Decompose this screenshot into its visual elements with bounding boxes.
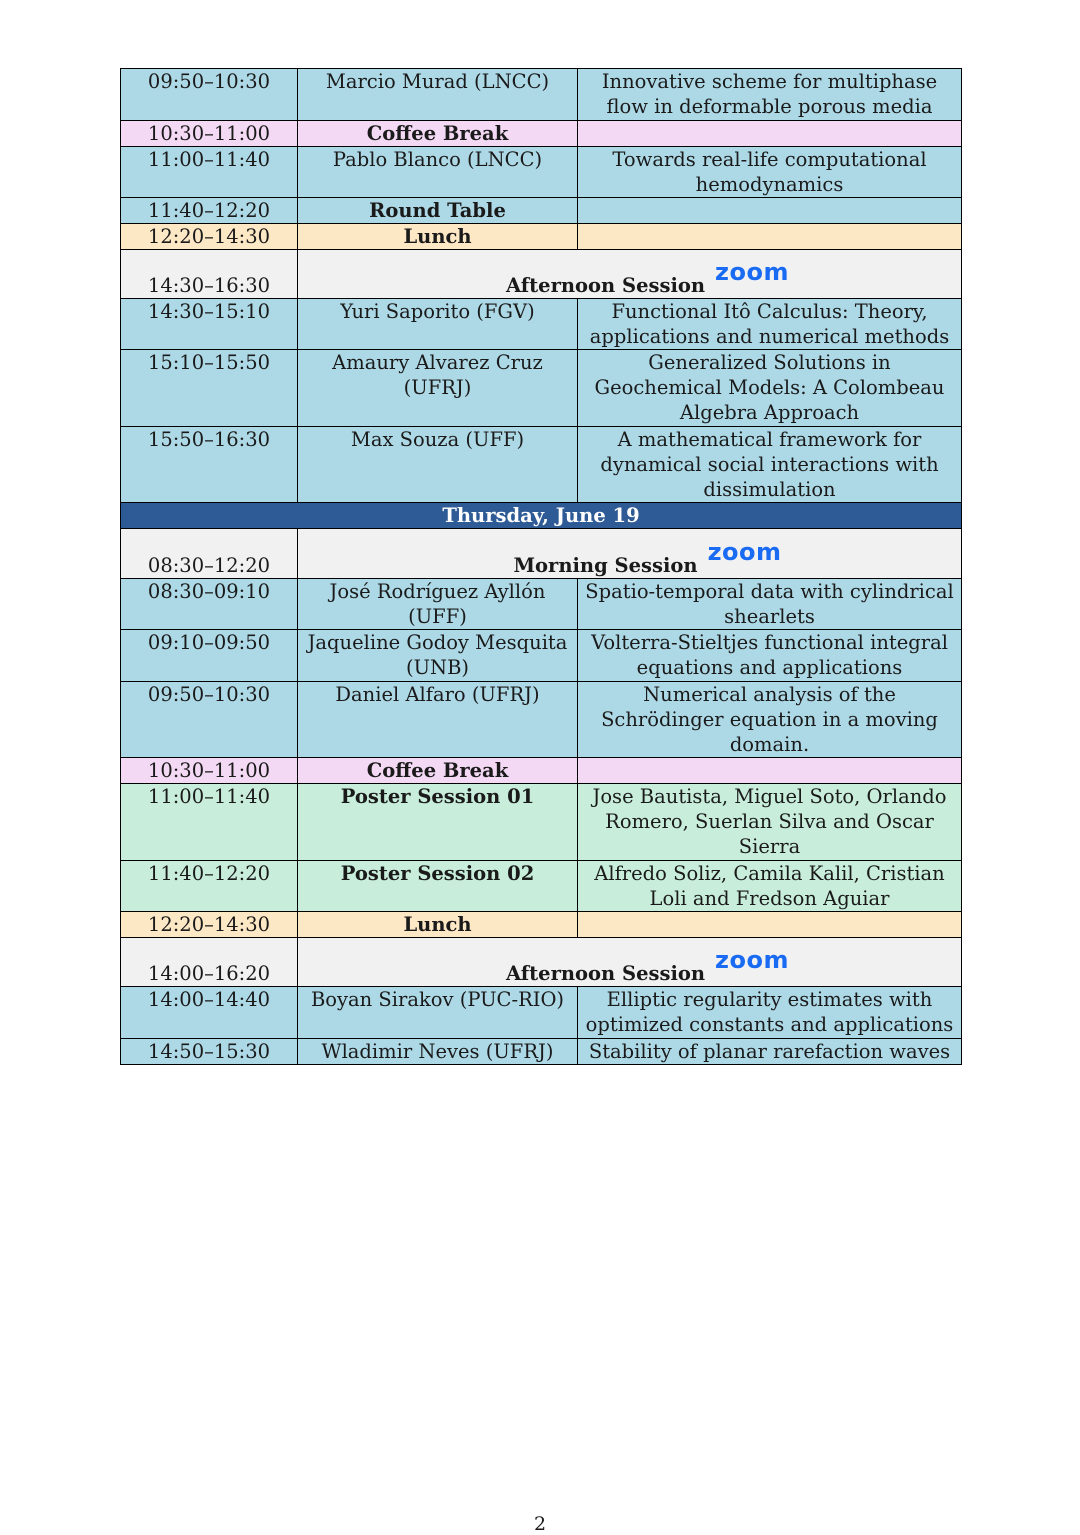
time-cell: 11:00–11:40 [121, 784, 298, 861]
time-cell: 10:30–11:00 [121, 121, 298, 147]
session-title: Morning Session [513, 554, 698, 577]
session-title: Afternoon Session [505, 274, 706, 297]
time-cell: 11:40–12:20 [121, 861, 298, 912]
time-cell: 15:50–16:30 [121, 427, 298, 503]
speaker-cell: Marcio Murad (LNCC) [298, 69, 578, 121]
poster-session-row [121, 861, 962, 912]
session-title-cell [298, 529, 962, 579]
speaker-cell: Amaury Alvarez Cruz (UFRJ) [298, 350, 578, 427]
talk-title-cell: Spatio-temporal data with cylindrical shearlets [578, 579, 962, 630]
talk-title-cell: Generalized Solutions in Geochemical Models: A Colombeau Algebra Approach [578, 350, 962, 427]
session-title-cell [298, 938, 962, 987]
table-row [121, 1039, 962, 1065]
time-cell: 15:10–15:50 [121, 350, 298, 427]
table-row [121, 427, 962, 503]
zoom-logo-icon: zoom [715, 258, 789, 286]
table-row [121, 69, 962, 121]
poster-session-label: Poster Session 01 [298, 784, 578, 861]
time-cell: 09:50–10:30 [121, 69, 298, 121]
table-row [121, 299, 962, 350]
empty-cell [578, 198, 962, 224]
table-row [121, 350, 962, 427]
talk-title-cell: Innovative scheme for multiphase flow in deformable porous media [578, 69, 962, 121]
coffee-break-row [121, 121, 962, 147]
session-header-row [121, 250, 962, 299]
time-cell: 11:00–11:40 [121, 147, 298, 198]
time-cell: 09:10–09:50 [121, 630, 298, 682]
time-cell: 12:20–14:30 [121, 224, 298, 250]
session-title: Afternoon Session [505, 962, 706, 985]
empty-cell [578, 121, 962, 147]
talk-title-cell: Functional Itô Calculus: Theory, applications and numerical methods [578, 299, 962, 350]
empty-cell [578, 912, 962, 938]
time-cell: 08:30–09:10 [121, 579, 298, 630]
lunch-label: Lunch [298, 224, 578, 250]
round-table-label: Round Table [298, 198, 578, 224]
day-title: Thursday, June 19 [121, 503, 962, 529]
table-row [121, 682, 962, 758]
lunch-label: Lunch [298, 912, 578, 938]
talk-title-cell: Towards real-life computational hemodynamics [578, 147, 962, 198]
time-cell: 10:30–11:00 [121, 758, 298, 784]
talk-title-cell: Volterra-Stieltjes functional integral equations and applications [578, 630, 962, 682]
talk-title-cell: A mathematical framework for dynamical social interactions with dissimulation [578, 427, 962, 503]
zoom-logo-icon: zoom [715, 946, 789, 974]
break-label: Coffee Break [298, 121, 578, 147]
talk-title-cell: Elliptic regularity estimates with optimized constants and applications [578, 987, 962, 1039]
speaker-cell: Jaqueline Godoy Mesquita (UNB) [298, 630, 578, 682]
speaker-cell: Boyan Sirakov (PUC-RIO) [298, 987, 578, 1039]
time-cell: 14:00–14:40 [121, 987, 298, 1039]
speaker-cell: Pablo Blanco (LNCC) [298, 147, 578, 198]
speaker-cell: Wladimir Neves (UFRJ) [298, 1039, 578, 1065]
session-title-cell [298, 250, 962, 299]
poster-session-row [121, 784, 962, 861]
table-row [121, 987, 962, 1039]
day-header-row [121, 503, 962, 529]
empty-cell [578, 758, 962, 784]
poster-session-label: Poster Session 02 [298, 861, 578, 912]
time-cell: 14:50–15:30 [121, 1039, 298, 1065]
time-cell: 11:40–12:20 [121, 198, 298, 224]
speaker-cell: José Rodríguez Ayllón (UFF) [298, 579, 578, 630]
time-cell: 09:50–10:30 [121, 682, 298, 758]
time-cell: 14:30–16:30 [121, 250, 298, 299]
talk-title-cell: Numerical analysis of the Schrödinger equation in a moving domain. [578, 682, 962, 758]
session-header-row [121, 938, 962, 987]
speaker-cell: Daniel Alfaro (UFRJ) [298, 682, 578, 758]
time-cell: 08:30–12:20 [121, 529, 298, 579]
speaker-cell: Max Souza (UFF) [298, 427, 578, 503]
empty-cell [578, 224, 962, 250]
coffee-break-row [121, 758, 962, 784]
break-label: Coffee Break [298, 758, 578, 784]
schedule-table [120, 68, 962, 1065]
poster-authors-cell: Alfredo Soliz, Camila Kalil, Cristian Loli and Fredson Aguiar [578, 861, 962, 912]
lunch-row [121, 912, 962, 938]
page-number: 2 [533, 1513, 547, 1535]
table-row [121, 630, 962, 682]
poster-authors-cell: Jose Bautista, Miguel Soto, Orlando Romero, Suerlan Silva and Oscar Sierra [578, 784, 962, 861]
session-header-row [121, 529, 962, 579]
table-row [121, 147, 962, 198]
time-cell: 14:30–15:10 [121, 299, 298, 350]
table-row [121, 579, 962, 630]
lunch-row [121, 224, 962, 250]
time-cell: 14:00–16:20 [121, 938, 298, 987]
talk-title-cell: Stability of planar rarefaction waves [578, 1039, 962, 1065]
speaker-cell: Yuri Saporito (FGV) [298, 299, 578, 350]
zoom-logo-icon: zoom [707, 538, 782, 566]
time-cell: 12:20–14:30 [121, 912, 298, 938]
round-table-row [121, 198, 962, 224]
